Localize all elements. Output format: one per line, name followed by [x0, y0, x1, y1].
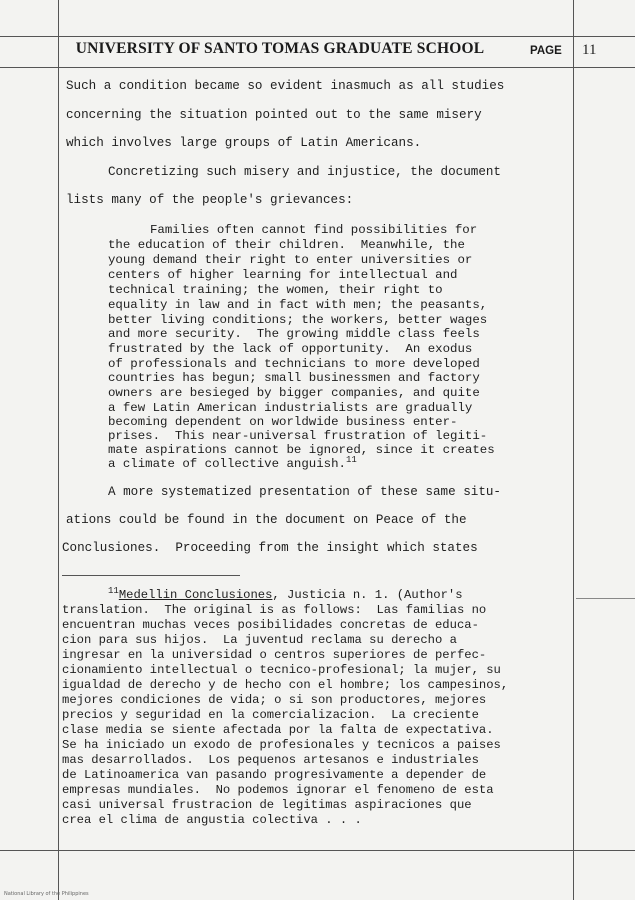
right-tick — [576, 598, 635, 599]
body-line: concerning the situation pointed out to the same misery — [66, 108, 482, 122]
quote-line: a few Latin American industrialists are gradually — [108, 401, 473, 415]
quote-line: becoming dependent on worldwide business enter- — [108, 415, 458, 429]
footnote-line: translation. The original is as follows: Las familias no — [62, 603, 487, 617]
body-line: Concretizing such misery and injustice, the document — [108, 165, 501, 179]
body-line: Such a condition became so evident inasmuch as all studies — [66, 79, 505, 93]
footnote-line: mejores condiciones de vida; o si son productores, mejores — [62, 693, 487, 707]
page-number: 11 — [582, 42, 597, 58]
footnote-line: Se ha iniciado un exodo de profesionales y tecnicos a paises — [62, 738, 501, 752]
header-bottom-rule — [0, 67, 635, 68]
footnote-line: encuentran muchas veces posibilidades concretas de educa- — [62, 618, 479, 632]
footnote-line: igualdad de derecho y de hecho con el hombre; los campesinos, — [62, 678, 509, 692]
quote-line: better living conditions; the workers, better wages — [108, 313, 488, 327]
footnote-line: precios y seguridad en la comercializacion. La creciente — [62, 708, 479, 722]
left-margin-rule — [58, 0, 59, 900]
scan-footer: National Library of the Philippines — [4, 891, 89, 897]
quote-last-line — [108, 457, 357, 471]
footnote-line: ingresar en la universidad o centros superiores de perfec- — [62, 648, 487, 662]
quote-line: technical training; the women, their right to — [108, 283, 443, 297]
quote-line: mate aspirations cannot be ignored, since it creates — [108, 443, 495, 457]
footnote-first-line — [108, 588, 463, 603]
footnote-line: crea el clima de angustia colectiva . . . — [62, 813, 362, 827]
header-top-rule — [0, 36, 635, 37]
footnote-line: cion para sus hijos. La juventud reclama su derecho a — [62, 633, 457, 647]
footnote-line: casi universal frustracion de legitimas aspiraciones que — [62, 798, 472, 812]
quote-footnote-marker: 11 — [345, 455, 357, 465]
quote-line: Families often cannot find possibilities for — [150, 223, 478, 237]
right-margin-rule — [573, 0, 574, 900]
footnote-line: de Latinoamerica van pasando progresivamente a depender de — [62, 768, 487, 782]
footnote-line: empresas mundiales. No podemos ignorar el fenomeno de esta — [62, 783, 494, 797]
body-line: A more systematized presentation of these same situ- — [108, 485, 501, 499]
quote-line: equality in law and in fact with men; the peasants, — [108, 298, 488, 312]
footnote-separator — [62, 575, 240, 576]
body-line: Conclusiones. Proceeding from the insight which states — [62, 541, 478, 555]
quote-line: prises. This near-universal frustration of legiti- — [108, 429, 488, 443]
quote-line: frustrated by the lack of opportunity. An exodus — [108, 342, 473, 356]
quote-line: and more security. The growing middle class feels — [108, 327, 480, 341]
body-line: which involves large groups of Latin Americans. — [66, 136, 422, 150]
footnote-text: , Justicia n. 1. (Author's — [272, 588, 463, 602]
footnote-line: cionamiento intellectual o tecnico-profesional; la mujer, su — [62, 663, 501, 677]
body-line: lists many of the people's grievances: — [66, 193, 354, 207]
quote-line: young demand their right to enter universities or — [108, 253, 473, 267]
body-line: ations could be found in the document on Peace of the — [66, 513, 467, 527]
footnote-line: clase media se siente afectada por la falta de expectativa. — [62, 723, 494, 737]
header-title: UNIVERSITY OF SANTO TOMAS GRADUATE SCHOOL — [75, 40, 485, 57]
quote-line: the education of their children. Meanwhile, the — [108, 238, 465, 252]
quote-line: countries has begun; small businessmen and factory — [108, 371, 480, 385]
bottom-rule — [0, 850, 635, 851]
page-label: PAGE — [530, 45, 562, 57]
quote-line-text: a climate of collective anguish. — [108, 457, 346, 471]
footnote-marker: 11 — [108, 586, 119, 596]
quote-line: centers of higher learning for intellectual and — [108, 268, 458, 282]
footnote-line: mas desarrollados. Los pequenos artesanos e industriales — [62, 753, 479, 767]
quote-line: of professionals and technicians to more developed — [108, 357, 480, 371]
footnote-source: Medellin Conclusiones — [118, 588, 273, 602]
quote-line: owners are besieged by bigger companies, and quite — [108, 386, 480, 400]
